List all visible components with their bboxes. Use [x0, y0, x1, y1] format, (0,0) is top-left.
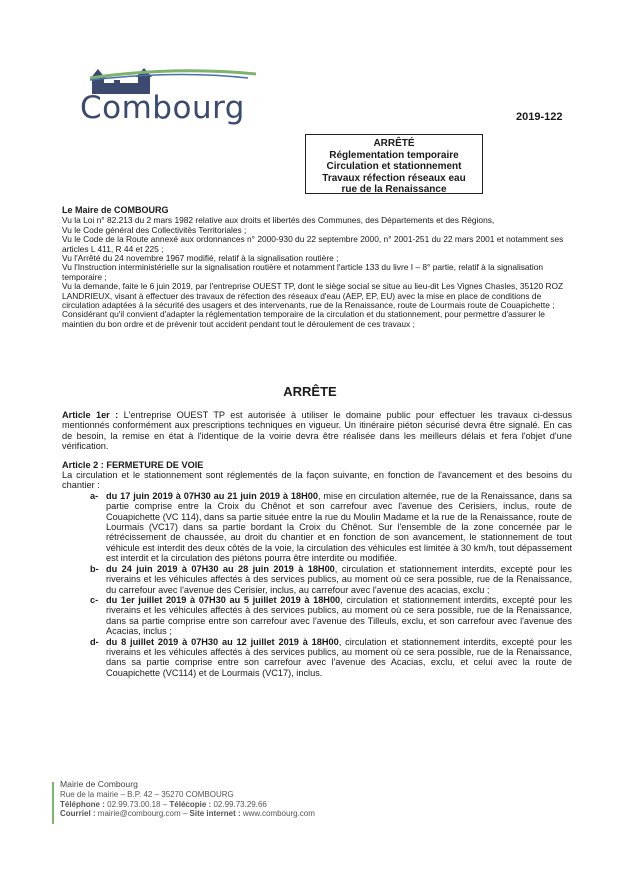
footer-address: Rue de la mairie – B.P. 42 – 35270 COMBOURG — [60, 789, 234, 799]
footer-accent-bar — [52, 782, 54, 824]
item-body: , circulation et stationnement interdits, excepté pour les riverains et les véhicules affectés à des services publics, au moment où ce sera possible, rue de la Renaissance, dans sa partie comprise entre son carrefour avec l'avenue des Acacias, exclu, et celui avec la route de Couapichette (VC114) et de Lourmais (VC17), inclus. — [106, 636, 572, 678]
preamble-line: Vu l'Instruction interministérielle sur la signalisation routière et notamment l'article 133 du livre I – 8° partie, relatif à la signalisation temporaire ; — [62, 262, 544, 282]
item-text — [106, 491, 572, 564]
article-2-intro: La circulation et le stationnement sont réglementés de la façon suivante, en fonction de l'avancement et des besoins du chantier : — [62, 470, 572, 491]
preamble — [62, 206, 570, 329]
item-text — [106, 564, 572, 595]
footer-contact-web: Courriel : mairie@combourg.com – Site internet : www.combourg.com — [60, 809, 315, 819]
title-line: Travaux réfection réseaux eau — [322, 172, 466, 184]
item-letter: c- — [90, 594, 99, 605]
list-item — [90, 595, 572, 637]
preamble-line: Vu l'Arrêté du 24 novembre 1967 modifié, relatif à la signalisation routière ; — [62, 253, 339, 264]
article-2-label: Article 2 : FERMETURE DE VOIE — [62, 459, 204, 470]
title-line: Réglementation temporaire — [329, 149, 459, 161]
document-body — [62, 410, 572, 678]
title-line: rue de la Renaissance — [341, 184, 447, 195]
arrete-heading: ARRÊTE — [283, 384, 337, 399]
email-link[interactable]: mairie@combourg.com — [97, 809, 181, 819]
list-item — [90, 564, 572, 595]
preamble-line: Vu le Code général des Collectivités Territoriales ; — [62, 224, 247, 235]
title-line: Circulation et stationnement — [326, 161, 462, 172]
list-item — [90, 491, 572, 564]
item-letter: d- — [90, 636, 99, 647]
item-text — [106, 595, 572, 637]
logo-text: Combourg — [80, 90, 245, 126]
article-1-text: L'entreprise OUEST TP est autorisée à utiliser le domaine public pour effectuer les travaux ci-dessus mentionnés conformément aux prescriptions techniques en vigueur. Un itinéraire piéton sécurisé devra être signalé. En cas de besoin, la remise en état à l'identique de la voirie devra être réalisée dans les meilleurs délais et fera l'objet d'une vérification. — [62, 410, 573, 452]
item-period: du 8 juillet 2019 à 07H30 au 12 juillet 2019 à 18H00 — [106, 636, 339, 647]
article-1 — [62, 410, 572, 452]
item-period: du 17 juin 2019 à 07H30 au 21 juin 2019 à 18H00 — [106, 490, 318, 501]
web-label: Site internet : — [189, 809, 241, 819]
footer-title: Mairie de Combourg — [60, 779, 138, 789]
item-letter: b- — [90, 563, 99, 574]
article-1-label: Article 1er : — [62, 410, 119, 420]
item-letter: a- — [90, 490, 99, 501]
phone-value: 02.99.73.00.18 — [107, 799, 161, 809]
mayor-heading: Le Maire de COMBOURG — [62, 205, 169, 215]
website-link[interactable]: www.combourg.com — [242, 809, 315, 819]
fax-label: Télécopie : — [169, 799, 212, 809]
item-text — [106, 637, 572, 679]
email-label: Courriel : — [60, 809, 96, 819]
phone-label: Téléphone : — [60, 799, 105, 809]
title-line: ARRÊTÉ — [373, 138, 415, 149]
preamble-line: Vu le Code de la Route annexé aux ordonnances n° 2000-930 du 22 septembre 2000, n° 2001-251 du 22 mars 2001 et notamment ses articles L 411, R 44 et 225 ; — [62, 234, 564, 254]
article-2-items — [90, 491, 572, 678]
combourg-logo — [80, 68, 255, 148]
item-body: , circulation et stationnement interdits, excepté pour les riverains et les véhicules affectés à des services publics, au moment où ce sera possible, rue de la Renaissance, du carrefour avec l'avenue des Cerisier, inclus, au carrefour avec l'avenue des acacias, exclu ; — [106, 563, 572, 595]
reference-number: 2019-122 — [516, 111, 563, 123]
item-body: , mise en circulation alternée, rue de la Renaissance, dans sa partie comprise entre la Croix du Chênot et son carrefour avec l'avenue des Cerisiers, inclus, route de Couapichette (VC 114), dans sa partie située entre la rue du Moulin Madame et la rue de la Renaissance, route de Lourmais (VC17) dans sa partie bordant la Croix du Chênot. Sur l'ensemble de la zone concernée par le rétrécissement de chaussée, au droit du chantier et en fonction de son avancement, le stationnement de tout véhicule est interdit des deux côtés de la voie, la circulation des véhicules est limitée à 30 km/h, tout dépassement est interdit et la circulation des piétons pourra être interdite ou modifiée. — [106, 490, 572, 564]
item-period: du 24 juin 2019 à 07H30 au 28 juin 2019 à 18H00 — [106, 563, 335, 574]
logo-swoosh-icon — [88, 68, 258, 82]
fax-value: 02.99.73.29.66 — [213, 799, 267, 809]
list-item — [90, 637, 572, 679]
item-period: du 1er juillet 2019 à 07H30 au 5 juillet 2019 à 18H00 — [106, 594, 341, 605]
preamble-line: Vu la Loi n° 82.213 du 2 mars 1982 relative aux droits et libertés des Communes, des Départements et des Régions, — [62, 215, 495, 226]
footer — [60, 780, 315, 819]
title-box — [305, 134, 483, 194]
footer-contact-phone: Téléphone : 02.99.73.00.18 – Télécopie : 02.99.73.29.66 — [60, 799, 267, 809]
item-body: , circulation et stationnement interdits, excepté pour les riverains et les véhicules affectés à des services publics, au moment où ce sera possible, rue de la Renaissance, dans sa partie comprise entre son carrefour avec l'avenue des Tilleuls, exclu, et son carrefour avec l'avenue des Acacias, inclus ; — [106, 594, 573, 637]
preamble-line: Vu la demande, faite le 6 juin 2019, par l'entreprise OUEST TP, dont le siège social se situe au lieu-dit Les Vignes Chasles, 35120 ROZ LANDRIEUX, visant à effectuer des travaux de réfection des réseaux d'eau (AEP, EP, EU) avec la mise en place de conditions de circulation adaptées à la sécurité des usagers et des intervenants, rue de la Renaissance, route de Lourmais route de Couapichette ; — [62, 281, 564, 311]
preamble-line: Considérant qu'il convient d'adapter la réglementation temporaire de la circulation et du stationnement, pour permettre d'assurer le maintien du bon ordre et de prévenir tout accident pendant tout le déroulement de ces travaux ; — [62, 309, 545, 329]
